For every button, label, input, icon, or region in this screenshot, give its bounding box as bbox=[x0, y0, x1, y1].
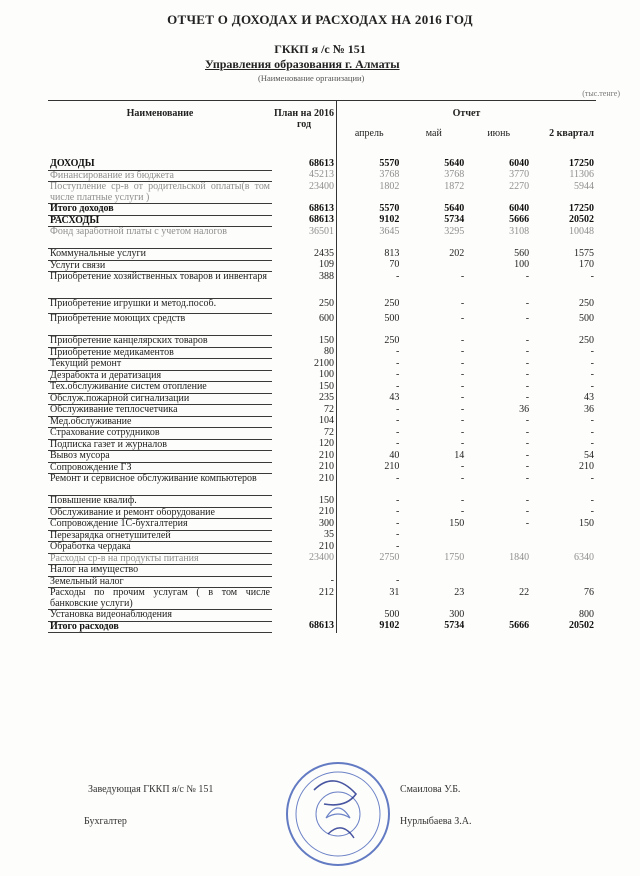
table-row bbox=[48, 496, 596, 508]
table-row bbox=[48, 621, 596, 633]
row-plan: 212 bbox=[272, 588, 337, 610]
row-q2: 800 bbox=[579, 609, 594, 620]
row-june: - bbox=[525, 370, 530, 380]
row-name: Текущий ремонт bbox=[48, 359, 272, 371]
table-row bbox=[48, 299, 596, 314]
row-june: 1840 bbox=[509, 553, 530, 563]
currency-unit: (тыс.тенге) bbox=[582, 89, 620, 98]
row-april: 43 bbox=[389, 393, 400, 403]
row-april: 500 bbox=[384, 313, 400, 324]
row-q2: - bbox=[590, 427, 594, 438]
table-row bbox=[48, 393, 596, 405]
row-plan: 210 bbox=[272, 474, 337, 496]
row-name: Приобретение канцелярских товаров bbox=[48, 336, 272, 348]
row-plan: 235 bbox=[272, 393, 337, 405]
row-may: - bbox=[460, 313, 465, 324]
row-name: Подписка газет и журналов bbox=[48, 439, 272, 451]
row-plan bbox=[272, 610, 337, 622]
row-name: Обслуживание теплосчетчика bbox=[48, 405, 272, 417]
table-row bbox=[48, 588, 596, 610]
row-plan: 23400 bbox=[272, 553, 337, 565]
table-row bbox=[48, 336, 596, 348]
row-plan: 300 bbox=[272, 519, 337, 531]
column-header-june: июнь bbox=[487, 128, 511, 139]
row-name: Финансирование из бюджета bbox=[48, 170, 272, 182]
table-row bbox=[48, 272, 596, 299]
row-plan: 23400 bbox=[272, 182, 337, 204]
row-may: - bbox=[460, 439, 465, 449]
row-may: 1872 bbox=[444, 181, 465, 192]
row-may: 1750 bbox=[444, 553, 465, 563]
row-name: Обслуживание и ремонт оборудование bbox=[48, 507, 272, 519]
row-q2: 43 bbox=[584, 393, 594, 403]
row-q2 bbox=[531, 542, 596, 554]
row-name: Тех.обслуживание систем отопление bbox=[48, 382, 272, 394]
row-plan: 210 bbox=[272, 542, 337, 554]
row-name: Ремонт и сервисное обслуживание компьютеров bbox=[48, 474, 272, 496]
row-name: Итого расходов bbox=[48, 621, 272, 633]
row-name: Поступление ср-в от родительской оплаты(в том числе платные услуги ) bbox=[50, 181, 270, 203]
row-plan: 72 bbox=[272, 428, 337, 440]
row-q2: 10048 bbox=[569, 226, 594, 237]
row-name: Вывоз мусора bbox=[48, 451, 272, 463]
row-june: - bbox=[525, 347, 530, 357]
row-q2: 210 bbox=[579, 462, 594, 472]
column-header-may: май bbox=[425, 128, 442, 139]
row-q2: 11306 bbox=[569, 170, 594, 180]
row-may: - bbox=[460, 271, 465, 282]
row-june: - bbox=[525, 271, 530, 282]
organization-caption: (Наименование организации) bbox=[258, 73, 365, 83]
table-row bbox=[48, 370, 596, 382]
row-may: - bbox=[460, 370, 465, 380]
row-april: 5570 bbox=[379, 203, 400, 214]
head-signature-name: Смаилова У.Б. bbox=[400, 784, 461, 795]
row-may: 202 bbox=[449, 248, 465, 259]
row-june: - bbox=[525, 381, 530, 392]
row-june: 5666 bbox=[509, 621, 530, 631]
row-name: Приобретение медикаментов bbox=[48, 347, 272, 359]
row-plan: 600 bbox=[272, 314, 337, 336]
row-june: 5666 bbox=[509, 215, 530, 225]
row-name: Фонд заработной платы с учетом налогов bbox=[48, 227, 272, 249]
row-name: Расходы по прочим услугам ( в том числе банковские услуги) bbox=[50, 587, 270, 609]
row-june bbox=[466, 576, 531, 588]
row-may bbox=[401, 542, 466, 554]
row-plan: 100 bbox=[272, 370, 337, 382]
row-plan: 210 bbox=[272, 462, 337, 474]
row-april: 31 bbox=[389, 587, 400, 598]
row-q2 bbox=[531, 565, 596, 577]
row-may: 3295 bbox=[444, 226, 465, 237]
row-april: 2750 bbox=[379, 553, 400, 563]
row-q2: 76 bbox=[584, 587, 594, 598]
row-name: Налог на имущество bbox=[48, 565, 272, 577]
row-q2: 20502 bbox=[569, 215, 594, 225]
row-plan bbox=[272, 565, 337, 577]
table-row bbox=[48, 519, 596, 531]
row-q2: 5944 bbox=[574, 181, 594, 192]
row-june: - bbox=[525, 473, 530, 484]
row-may: 3768 bbox=[444, 170, 465, 180]
row-plan: 250 bbox=[272, 299, 337, 314]
row-june: - bbox=[525, 335, 530, 346]
row-q2: - bbox=[590, 271, 594, 282]
column-header-name: Наименование bbox=[126, 108, 194, 119]
row-april: - bbox=[396, 404, 400, 415]
row-plan: 2100 bbox=[272, 359, 337, 371]
row-april: 500 bbox=[384, 609, 400, 620]
row-plan: 68613 bbox=[272, 159, 337, 170]
table-row bbox=[48, 439, 596, 451]
head-signature-title: Заведующая ГККП я/с № 151 bbox=[88, 784, 214, 795]
row-may: - bbox=[460, 507, 465, 517]
row-april: 210 bbox=[384, 462, 400, 472]
row-june: - bbox=[525, 298, 530, 309]
row-q2: 250 bbox=[579, 335, 594, 346]
row-plan: 150 bbox=[272, 382, 337, 394]
row-plan: 104 bbox=[272, 416, 337, 428]
row-june: - bbox=[525, 439, 530, 449]
row-may: - bbox=[460, 393, 465, 403]
row-april: 9102 bbox=[379, 215, 400, 225]
row-name: Обработка чердака bbox=[48, 542, 272, 554]
row-may: 5734 bbox=[444, 621, 465, 631]
row-may: - bbox=[460, 416, 465, 426]
row-april: 250 bbox=[384, 335, 400, 346]
table-row bbox=[48, 542, 596, 554]
row-april: - bbox=[396, 541, 400, 552]
table-row bbox=[48, 553, 596, 565]
row-april: - bbox=[396, 427, 400, 438]
row-june: - bbox=[525, 462, 530, 472]
row-may: 150 bbox=[449, 518, 465, 529]
row-april: 250 bbox=[384, 298, 400, 309]
row-q2: - bbox=[590, 473, 594, 484]
row-q2: - bbox=[590, 495, 594, 506]
row-q2: - bbox=[590, 381, 594, 392]
row-june: - bbox=[525, 427, 530, 438]
column-header-april: апрель bbox=[354, 128, 384, 139]
row-may bbox=[401, 576, 466, 588]
row-name: РАСХОДЫ bbox=[48, 215, 272, 227]
accountant-signature-title: Бухгалтер bbox=[84, 816, 127, 827]
row-plan: 45213 bbox=[272, 170, 337, 182]
row-may: 5734 bbox=[444, 215, 465, 225]
table-row bbox=[48, 227, 596, 249]
row-name: Итого доходов bbox=[48, 204, 272, 216]
row-q2: - bbox=[590, 358, 594, 369]
row-q2: 20502 bbox=[569, 621, 594, 631]
row-june bbox=[466, 610, 531, 622]
table-row bbox=[48, 382, 596, 394]
row-name: Перезарядка огнетушителей bbox=[48, 530, 272, 542]
row-may: - bbox=[460, 381, 465, 392]
row-name: Сопровождение 1С-бухгалтерия bbox=[48, 519, 272, 531]
row-q2: - bbox=[590, 347, 594, 357]
row-may: 300 bbox=[449, 609, 465, 620]
row-may: - bbox=[460, 462, 465, 472]
table-row bbox=[48, 204, 596, 216]
row-name: Сопровождение ГЗ bbox=[48, 462, 272, 474]
row-may: - bbox=[460, 427, 465, 438]
table-row bbox=[48, 347, 596, 359]
table-row bbox=[48, 260, 596, 272]
row-q2: 17250 bbox=[569, 203, 594, 214]
row-q2 bbox=[531, 576, 596, 588]
row-may bbox=[401, 260, 466, 272]
row-q2: - bbox=[590, 507, 594, 517]
table-row bbox=[48, 249, 596, 261]
row-april: 9102 bbox=[379, 621, 400, 631]
department-name: Управления образования г. Алматы bbox=[205, 57, 400, 71]
row-q2: 6340 bbox=[574, 553, 594, 563]
table-row bbox=[48, 182, 596, 204]
row-plan: - bbox=[272, 576, 337, 588]
row-name: Повышение квалиф. bbox=[48, 496, 272, 508]
row-april: - bbox=[396, 381, 400, 392]
row-plan: 388 bbox=[272, 272, 337, 299]
row-plan: 210 bbox=[272, 451, 337, 463]
row-april: - bbox=[396, 473, 400, 484]
table-row bbox=[48, 215, 596, 227]
column-header-q2: 2 квартал bbox=[549, 128, 594, 139]
row-name: Приобретение моющих средств bbox=[48, 314, 272, 336]
row-plan: 35 bbox=[272, 530, 337, 542]
row-april: 5570 bbox=[379, 159, 400, 169]
row-may: 14 bbox=[454, 450, 465, 461]
column-header-plan: План на 2016 год bbox=[272, 101, 337, 160]
row-may bbox=[401, 530, 466, 542]
row-may: - bbox=[460, 473, 465, 484]
row-name: ДОХОДЫ bbox=[48, 159, 272, 170]
row-june: 3770 bbox=[509, 170, 530, 180]
row-q2: 17250 bbox=[569, 159, 594, 169]
row-june: - bbox=[525, 507, 530, 517]
row-name: Установка видеонаблюдения bbox=[48, 610, 272, 622]
row-name: Дезрабокта и дератизация bbox=[48, 370, 272, 382]
row-april: - bbox=[396, 358, 400, 369]
row-q2: 36 bbox=[584, 404, 594, 415]
row-june: 6040 bbox=[509, 159, 530, 169]
row-april: - bbox=[396, 439, 400, 449]
row-plan: 80 bbox=[272, 347, 337, 359]
row-name: Коммунальные услуги bbox=[48, 249, 272, 261]
table-row bbox=[48, 159, 596, 170]
row-april: 813 bbox=[384, 248, 400, 259]
row-june bbox=[466, 542, 531, 554]
row-name: Мед.обслуживание bbox=[48, 416, 272, 428]
row-q2: 500 bbox=[579, 313, 594, 324]
row-name: Обслуж.пожарной сигнализации bbox=[48, 393, 272, 405]
row-june: 36 bbox=[519, 404, 530, 415]
row-name: Расходы ср-в на продукты питания bbox=[48, 553, 272, 565]
row-q2: - bbox=[590, 370, 594, 380]
row-plan: 150 bbox=[272, 496, 337, 508]
row-may: - bbox=[460, 358, 465, 369]
row-june: - bbox=[525, 495, 530, 506]
row-april bbox=[337, 565, 402, 577]
official-stamp bbox=[284, 760, 392, 868]
row-plan: 109 bbox=[272, 260, 337, 272]
row-may: - bbox=[460, 298, 465, 309]
row-april: - bbox=[396, 495, 400, 506]
report-title: ОТЧЕТ О ДОХОДАХ И РАСХОДАХ НА 2016 ГОД bbox=[167, 12, 473, 27]
row-may: 5640 bbox=[444, 159, 465, 169]
row-june: - bbox=[525, 518, 530, 529]
row-may: - bbox=[460, 404, 465, 415]
row-april: - bbox=[396, 576, 400, 586]
row-may: - bbox=[460, 335, 465, 346]
row-may: 5640 bbox=[444, 203, 465, 214]
row-june: - bbox=[525, 416, 530, 426]
row-plan: 36501 bbox=[272, 227, 337, 249]
table-row bbox=[48, 462, 596, 474]
table-row bbox=[48, 507, 596, 519]
row-june: 2270 bbox=[509, 181, 530, 192]
row-plan: 210 bbox=[272, 507, 337, 519]
row-plan: 68613 bbox=[272, 204, 337, 216]
row-q2: - bbox=[590, 416, 594, 426]
table-row bbox=[48, 576, 596, 588]
row-may: - bbox=[460, 495, 465, 506]
row-june: 100 bbox=[514, 260, 530, 270]
row-april: 3768 bbox=[379, 170, 400, 180]
row-june: - bbox=[525, 450, 530, 461]
row-april: - bbox=[396, 507, 400, 517]
table-row bbox=[48, 565, 596, 577]
row-june: 22 bbox=[519, 587, 530, 598]
row-may: - bbox=[460, 347, 465, 357]
accountant-signature-name: Нурлыбаева З.А. bbox=[400, 816, 472, 827]
table-row bbox=[48, 451, 596, 463]
organization-number: ГККП я /с № 151 bbox=[274, 42, 366, 56]
row-june bbox=[466, 530, 531, 542]
row-plan: 72 bbox=[272, 405, 337, 417]
row-june bbox=[466, 565, 531, 577]
row-name: Приобретение хозяйственных товаров и инвентаря bbox=[48, 272, 272, 299]
row-june: 560 bbox=[514, 248, 530, 259]
table-row bbox=[48, 530, 596, 542]
row-april: 40 bbox=[389, 450, 400, 461]
row-april: - bbox=[396, 347, 400, 357]
row-april: - bbox=[396, 416, 400, 426]
row-april: - bbox=[396, 370, 400, 380]
row-q2: 54 bbox=[584, 450, 594, 461]
row-plan: 120 bbox=[272, 439, 337, 451]
table-row bbox=[48, 416, 596, 428]
table-row bbox=[48, 359, 596, 371]
table-row bbox=[48, 405, 596, 417]
row-name: Земельный налог bbox=[48, 576, 272, 588]
row-q2: 1575 bbox=[574, 248, 594, 259]
row-april: 1802 bbox=[379, 181, 400, 192]
row-q2: 170 bbox=[579, 260, 594, 270]
column-header-report: Отчет bbox=[452, 108, 481, 119]
table-row bbox=[48, 428, 596, 440]
row-q2 bbox=[531, 530, 596, 542]
row-june: 6040 bbox=[509, 203, 530, 214]
row-april: - bbox=[396, 518, 400, 529]
row-plan: 68613 bbox=[272, 215, 337, 227]
row-q2: - bbox=[590, 439, 594, 449]
row-june: 3108 bbox=[509, 226, 530, 237]
row-plan: 150 bbox=[272, 336, 337, 348]
table-row bbox=[48, 474, 596, 496]
row-june: - bbox=[525, 313, 530, 324]
row-may bbox=[401, 565, 466, 577]
row-q2: 150 bbox=[579, 518, 594, 529]
income-expense-table bbox=[48, 100, 596, 633]
row-april: 3645 bbox=[379, 226, 400, 237]
table-row bbox=[48, 170, 596, 182]
row-may: 23 bbox=[454, 587, 465, 598]
table-row bbox=[48, 314, 596, 336]
row-april: - bbox=[396, 530, 400, 540]
row-q2: 250 bbox=[579, 298, 594, 309]
row-june: - bbox=[525, 358, 530, 369]
row-plan: 2435 bbox=[272, 249, 337, 261]
row-june: - bbox=[525, 393, 530, 403]
row-april: 70 bbox=[389, 260, 400, 270]
table-row bbox=[48, 610, 596, 622]
row-name: Страхование сотрудников bbox=[48, 428, 272, 440]
row-plan: 68613 bbox=[272, 621, 337, 633]
row-april: - bbox=[396, 271, 400, 282]
row-name: Услуги связи bbox=[48, 260, 272, 272]
row-name: Приобретение игрушки и метод.пособ. bbox=[48, 299, 272, 314]
